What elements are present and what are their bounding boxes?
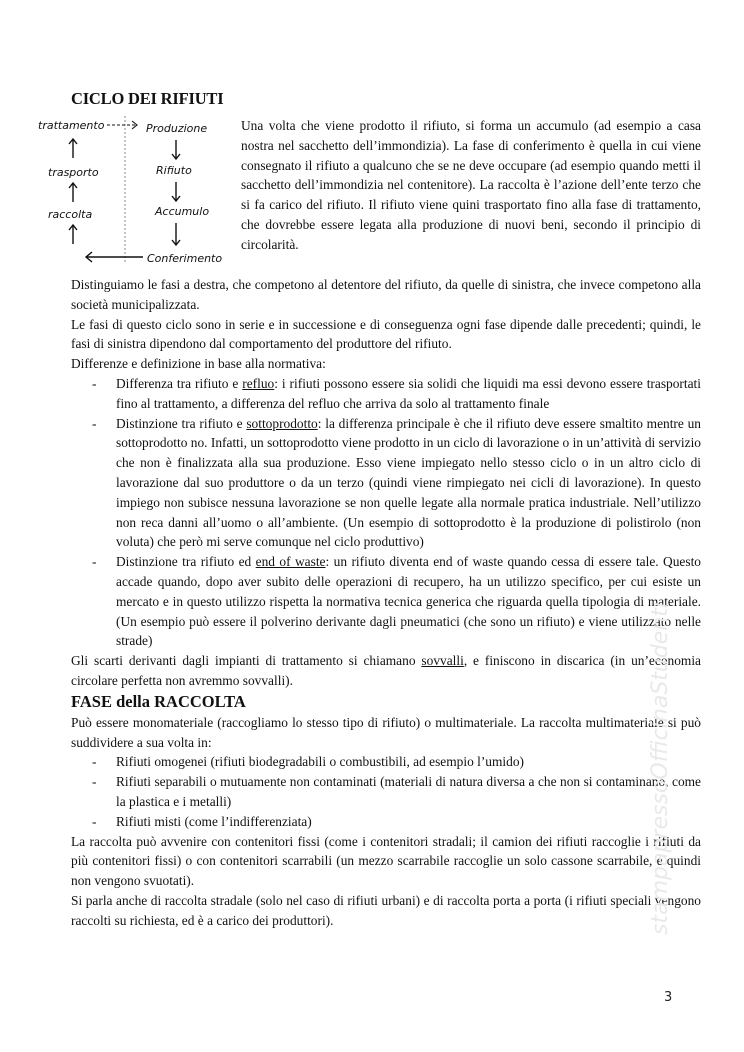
- up-arrow-icon: [69, 139, 77, 158]
- sovvalli-prefix: Gli scarti derivanti dagli impianti di trattamento si chiamano: [71, 653, 422, 669]
- down-arrow-icon: [172, 140, 180, 159]
- list-item: [71, 374, 701, 414]
- collection-types-list: [71, 752, 701, 831]
- list-item-text: Rifiuti omogenei (rifiuti biodegradabili o combustibili, ad esempio l’umido): [116, 754, 524, 770]
- phase-trasporto: trasporto: [48, 166, 99, 179]
- list-item-prefix: Differenza tra rifiuto e: [116, 375, 243, 391]
- list-item: [71, 752, 701, 772]
- list-item-text: : la differenza principale è che il rifiuto deve essere smaltito mentre un sottoprodotto no. Infatti, un sottoprodotto viene prodotto in un ciclo di lavorazione o in un’attività di servizio che non è finalizzata alla sua produzione. Esso viene impiegato nello stesso ciclo o in un altro ciclo di lavorazione dal suo produttore o da un terzo (quindi viene rimpiegato nei cicli di lavorazione). In questo impiego non subisce nessuna lavorazione se non quelle legate alla normale pratica industriale. Nell’utilizzo non reca danni all’uomo o all’ambiente. (Un esempio di sottoprodotto è la produzione di polistirolo (non voluta) che però mi serve comunque nel ciclo produttivo): [116, 415, 701, 550]
- dashed-right-arrow-icon: [107, 121, 137, 129]
- phase-accumulo: Accumulo: [155, 205, 210, 218]
- paragraph: Differenze e definizione in base alla normativa:: [71, 356, 326, 372]
- page-number: 3: [664, 990, 673, 1005]
- left-arrow-icon: [86, 252, 143, 262]
- term-sovvalli: sovvalli: [421, 653, 464, 669]
- watermark: stampapressoOfficinaStudenti: [648, 601, 673, 935]
- phase-produzione: Produzione: [146, 122, 208, 135]
- sovvalli-text: , e finiscono in discarica (in un’economia circolare perfetta non avremmo sovvalli).: [71, 653, 701, 688]
- paragraph: Distinguiamo le fasi a destra, che competono al detentore del rifiuto, da quelle di sinistra, che invece competono alla società municipalizzata.: [71, 277, 701, 312]
- list-item-text: Rifiuti misti (come l’indifferenziata): [116, 813, 312, 829]
- bullet-dash: -: [92, 774, 97, 790]
- list-item-text: : un rifiuto diventa end of waste quando cessa di essere tale. Questo accade quando, dopo aver subito delle operazioni di recupero, ha un utilizzo specifico, per cui esiste un mercato e in questo utilizzo rispetta la normativa tecnica generica che riguarda quella tipologia di materiale. (Un esempio può essere il polverino derivante dagli pneumatici (che sono un rifiuto) e viene utilizzato nelle strade): [116, 554, 701, 649]
- list-item-text: Rifiuti separabili o mutuamente non contaminati (materiali di natura diversa a che non si contaminano, come la plastica e i metalli): [116, 774, 701, 809]
- phase-trattamento: trattamento: [38, 119, 105, 132]
- paragraph: Le fasi di questo ciclo sono in serie e in successione e di conseguenza ogni fase dipende dalle precedenti; quindi, le fasi di sinistra dipendono dal comportamento del produttore del rifiuto.: [71, 316, 701, 352]
- term-sottoprodotto: sottoprodotto: [246, 415, 318, 431]
- phase-conferimento: Conferimento: [147, 252, 223, 265]
- bullet-dash: -: [92, 375, 97, 391]
- differences-list: [71, 374, 701, 651]
- bullet-dash: -: [92, 415, 97, 431]
- paragraph: Si parla anche di raccolta stradale (solo nel caso di rifiuti urbani) e di raccolta porta a porta (i rifiuti speciali vengono raccolti su richiesta, ed è a carico dei produttori).: [71, 892, 701, 928]
- bullet-dash: -: [92, 554, 97, 570]
- term-end-of-waste: end of waste: [255, 554, 326, 570]
- paragraph: Può essere monomateriale (raccogliamo lo stesso tipo di rifiuto) o multimateriale. La raccolta multimateriale si può suddividere a sua volta in:: [71, 714, 701, 750]
- up-arrow-icon: [69, 225, 77, 244]
- down-arrow-icon: [172, 182, 180, 201]
- list-item: [71, 552, 701, 651]
- intro-paragraph: Una volta che viene prodotto il rifiuto, si forma un accumulo (ad esempio a casa nostra nel sacchetto dell’immondizia). La fase di conferimento è quella in cui viene consegnato il rifiuto a qualcuno che se ne deve occupare (ad esempio quando metti il sacchetto dell’immondizia nel contenitore). La raccolta è l’azione dell’ente terzo che si fa carico del rifiuto. Il rifiuto viene quini trasportato fino alla fase di trattamento, che dovrebbe essere legata alla produzione di nuovi beni, secondo il principio di circolarità.: [241, 118, 701, 252]
- bullet-dash: -: [92, 754, 97, 770]
- document-body: [71, 275, 701, 931]
- list-item-prefix: Distinzione tra rifiuto e: [116, 415, 247, 431]
- paragraph: La raccolta può avvenire con contenitori fissi (come i contenitori stradali; il camion dei rifiuti raccoglie i rifiuti da più contenitori fissi) o con contenitori scarrabili (un mezzo scarrabile raccoglie un solo cassone scarrabile, e quindi non vengono svuotati).: [71, 833, 701, 889]
- term-refluo: refluo: [242, 375, 275, 391]
- phase-raccolta: raccolta: [48, 208, 93, 221]
- down-arrow-icon: [172, 223, 180, 245]
- list-item-text: : i rifiuti possono essere sia solidi che liquidi ma essi devono essere trasportati fino al trattamento, a differenza del refluo che arriva da solo al trattamento finale: [116, 375, 701, 411]
- list-item-prefix: Distinzione tra rifiuto ed: [116, 554, 256, 570]
- paragraph-sovvalli: [71, 651, 701, 691]
- section-title: FASE della RACCOLTA: [71, 691, 246, 711]
- list-item: [71, 414, 701, 553]
- phase-rifiuto: Rifiuto: [156, 164, 192, 177]
- page-title: CICLO DEI RIFIUTI: [71, 89, 224, 108]
- bullet-dash: -: [92, 813, 97, 829]
- list-item: [71, 772, 701, 812]
- up-arrow-icon: [69, 183, 77, 202]
- list-item: [71, 812, 701, 832]
- waste-cycle-diagram: [36, 112, 236, 272]
